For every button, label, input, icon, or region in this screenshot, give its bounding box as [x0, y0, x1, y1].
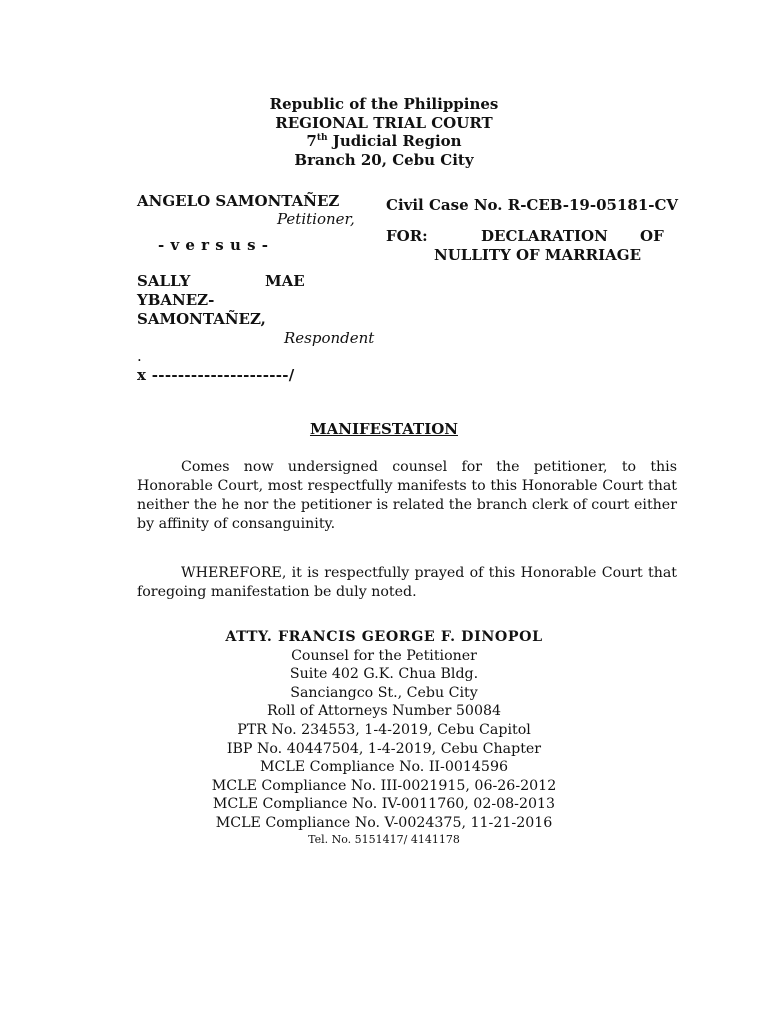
respondent-name-sally: SALLY: [137, 272, 191, 290]
sig-line-telephone: Tel. No. 5151417/ 4141178: [308, 832, 460, 846]
petitioner-role: Petitioner,: [277, 210, 355, 228]
for-word-declaration: DECLARATION: [481, 227, 608, 245]
sig-line-mcle-4: MCLE Compliance No. IV-0011760, 02-08-2013: [212, 796, 556, 813]
sig-line-roll-number: Roll of Attorneys Number 50084: [266, 703, 502, 720]
for-label: FOR:: [386, 227, 428, 245]
for-word-of: OF: [640, 227, 664, 245]
sig-line-ibp: IBP No. 40447504, 1-4-2019, Cebu Chapter: [226, 740, 542, 757]
sig-line-address-2: Sanciangco St., Cebu City: [290, 684, 478, 701]
sig-line-mcle-5: MCLE Compliance No. V-0024375, 11-21-2016: [215, 814, 553, 831]
sig-line-mcle-2: MCLE Compliance No. II-0014596: [259, 759, 509, 776]
respondent-period: .: [137, 347, 142, 365]
paragraph-manifestation: Comes now undersigned counsel for the petitioner, to this Honorable Court, most respectfully manifests to this Honorable Court that neither the he nor the petitioner is related the branch clerk of court either by affinity of consanguinity.: [137, 459, 677, 532]
header-region-text: Judicial Region: [327, 132, 462, 150]
respondent-name-mae: MAE: [265, 272, 305, 290]
header-region: [0, 132, 768, 151]
header-branch: Branch 20, Cebu City: [294, 150, 474, 169]
signature-block: [0, 628, 768, 847]
versus-label: - v e r s u s -: [158, 236, 269, 254]
paragraph-prayer: WHEREFORE, it is respectfully prayed of this Honorable Court that foregoing manifestation be duly noted.: [137, 565, 677, 600]
civil-case-number: Civil Case No. R-CEB-19-05181-CV: [386, 196, 679, 214]
respondent-name-samontanez: SAMONTAÑEZ,: [137, 310, 266, 328]
header-republic: Republic of the Philippines: [269, 95, 499, 113]
counsel-name: ATTY. FRANCIS GEORGE F. DINOPOL: [225, 629, 543, 645]
petitioner-name: ANGELO SAMONTAÑEZ: [137, 192, 340, 210]
caption-closing-line: x ---------------------/: [137, 366, 295, 384]
respondent-role: Respondent: [284, 329, 375, 347]
court-header: [0, 95, 768, 169]
sig-line-ptr: PTR No. 234553, 1-4-2019, Cebu Capitol: [237, 721, 531, 738]
sig-line-address-1: Suite 402 G.K. Chua Bldg.: [289, 666, 479, 683]
header-region-number: 7: [306, 132, 317, 150]
header-court: REGIONAL TRIAL COURT: [275, 113, 493, 132]
for-nullity-of-marriage: NULLITY OF MARRIAGE: [434, 246, 642, 264]
sig-line-mcle-3: MCLE Compliance No. III-0021915, 06-26-2012: [211, 777, 557, 794]
header-region-suffix: th: [316, 133, 328, 143]
respondent-name-ybanez: YBANEZ-: [137, 291, 215, 309]
sig-line-counsel-role: Counsel for the Petitioner: [291, 647, 477, 664]
document-title: MANIFESTATION: [309, 420, 458, 438]
